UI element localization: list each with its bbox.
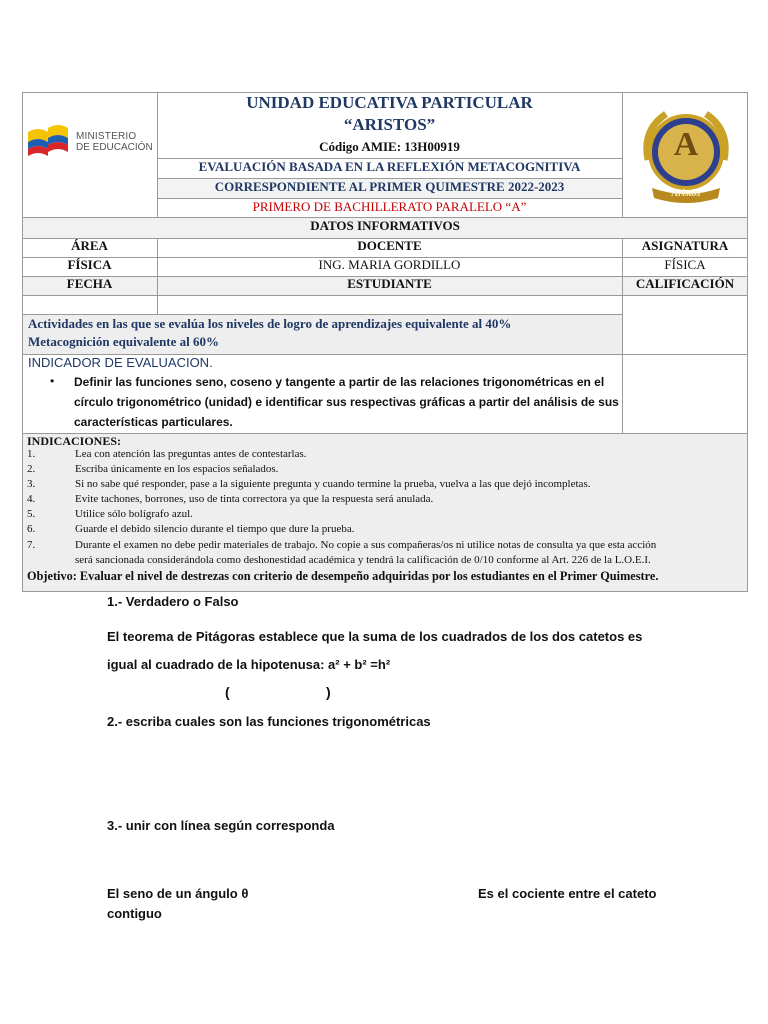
amie-code: Código AMIE: 13H00919: [319, 139, 460, 154]
ministry-line2: DE EDUCACIÓN: [76, 142, 153, 153]
seal-text: Aristos: [671, 188, 701, 199]
objective: Objetivo: Evaluar el nivel de destrezas con criterio de desempeño adquiridas por los estudiantes en el Primer Quimestre.: [27, 569, 659, 583]
ecuador-flag-icon: [26, 122, 70, 160]
school-name: UNIDAD EDUCATIVA PARTICULAR: [246, 93, 533, 112]
evaluation-period: CORRESPONDIENTE AL PRIMER QUIMESTRE 2022-2023: [214, 179, 565, 194]
course-label: PRIMERO DE BACHILLERATO PARALELO “A”: [252, 199, 527, 214]
indicator-line2: círculo trigonométrico (unidad) e identificar sus respectivas gráficas a partir del análisis de sus: [74, 395, 619, 409]
q3-title: 3.- unir con línea según corresponda: [107, 818, 335, 833]
val-asignatura: FÍSICA: [664, 257, 706, 272]
q1-title: 1.- Verdadero o Falso: [107, 594, 239, 609]
col-fecha: FECHA: [66, 276, 113, 291]
q2-answer-area[interactable]: [107, 735, 667, 805]
col-docente: DOCENTE: [357, 238, 422, 253]
ministry-logo: [26, 122, 154, 162]
val-docente: ING. MARIA GORDILLO: [318, 257, 461, 272]
q2-title: 2.- escriba cuales son las funciones trigonométricas: [107, 714, 431, 729]
info-title: DATOS INFORMATIVOS: [310, 218, 460, 233]
indicator-line3: características particulares.: [74, 415, 233, 429]
q1-line1: El teorema de Pitágoras establece que la suma de los cuadrados de los dos catetos es: [107, 629, 643, 644]
activities-line2: Metacognición equivalente al 60%: [28, 334, 220, 349]
q3-left-item-cont: contiguo: [107, 906, 162, 921]
q1-line2: igual al cuadrado de la hipotenusa: a² + b² =h²: [107, 657, 391, 672]
activities-line1: Actividades en las que se evalúa los niveles de logro de aprendizajes equivalente al 40%: [28, 316, 512, 331]
estudiante-field[interactable]: [158, 296, 621, 313]
col-estudiante: ESTUDIANTE: [347, 276, 432, 291]
indicator-line1: Definir las funciones seno, coseno y tangente a partir de las relaciones trigonométricas en el: [74, 375, 605, 389]
q1-paren-close: ): [326, 684, 331, 700]
ministry-line1: MINISTERIO: [76, 131, 137, 142]
header-table: MINISTERIO DE EDUCACIÓN UNIDAD EDUCATIVA PARTICULAR “ARISTOS” Código AMIE: 13H00919 EVALUACIÓN BASADA EN LA REFLEXIÓN METACOGNITIVA CORRESPONDIENTE AL PRIMER QUIMESTRE 2022-2023 PRIMERO DE BACHILLERATO PARALELO “A” A Aristos DATOS INFORMATIVOS ÁREA DOCENTE ASIGNATURA FÍSICA ING. MARIA GORDILLO FÍSICA FECHA ESTUDIANTE CALIFICACIÓN Actividades en las que se evalúa los niveles de logro de aprendizajes equivalente al 40% Metacognición equivalente al 60% INDICADOR DE EVALUACION. • Definir las funciones seno, coseno y tangente a partir de las relaciones trigonométricas en el círculo trigonométrico (unidad) e identificar sus respectivas gráficas a partir del análisis de sus características particulares. INDICACIONES: 1. Lea con atención las preguntas antes de contestarlas. 2. Escriba únicamente en los espacios señalados. 3. Si no sabe qué responder, pase a la siguiente pregunta y cuando termine la prueba, vuelva a las que dejó incompletas. 4. Evite tachones, borrones, uso de tinta correctora ya que la respuesta será anulada. 5. Utilice sólo bolígrafo azul. 6. Guarde el debido silencio durante el tiempo que dure la prueba. 7. Durante el examen no debe pedir materiales de trabajo. No copie a sus compañeras/os ni utilice notas de consulta ya que esta acción será sancionada considerándola como deshonestidad académica y tendrá la calificación de 0/10 conforme al Art. 226 de la L.O.E.I. Objetivo: Evaluar el nivel de destrezas con criterio de desempeño adquiridas por los estudiantes en el Primer Quimestre.: [22, 92, 748, 592]
list-item-continuation: será sancionada considerándola como deshonestidad académica y tendrá la calificación de 0/10 conforme al Art. 226 de la L.O.E.I.: [75, 554, 651, 566]
q3-right-item: Es el cociente entre el cateto: [478, 886, 657, 901]
col-calificacion: CALIFICACIÓN: [635, 276, 735, 291]
col-asignatura: ASIGNATURA: [641, 238, 729, 253]
q1-answer-field[interactable]: [236, 684, 324, 702]
calificacion-field[interactable]: [623, 296, 746, 432]
bullet-icon: •: [50, 374, 55, 388]
val-area: FÍSICA: [67, 257, 112, 272]
q1-paren-open: (: [225, 684, 230, 700]
indications-title: INDICACIONES:: [27, 434, 122, 448]
indicator-title: INDICADOR DE EVALUACION.: [28, 355, 213, 370]
school-seal: [632, 100, 740, 210]
col-area: ÁREA: [71, 238, 108, 253]
seal-letter: A: [673, 126, 699, 163]
evaluation-title: EVALUACIÓN BASADA EN LA REFLEXIÓN METACOGNITIVA: [198, 159, 581, 174]
q3-left-item: El seno de un ángulo θ: [107, 886, 249, 901]
school-name-quoted: “ARISTOS”: [343, 115, 436, 134]
fecha-field[interactable]: [23, 296, 156, 313]
